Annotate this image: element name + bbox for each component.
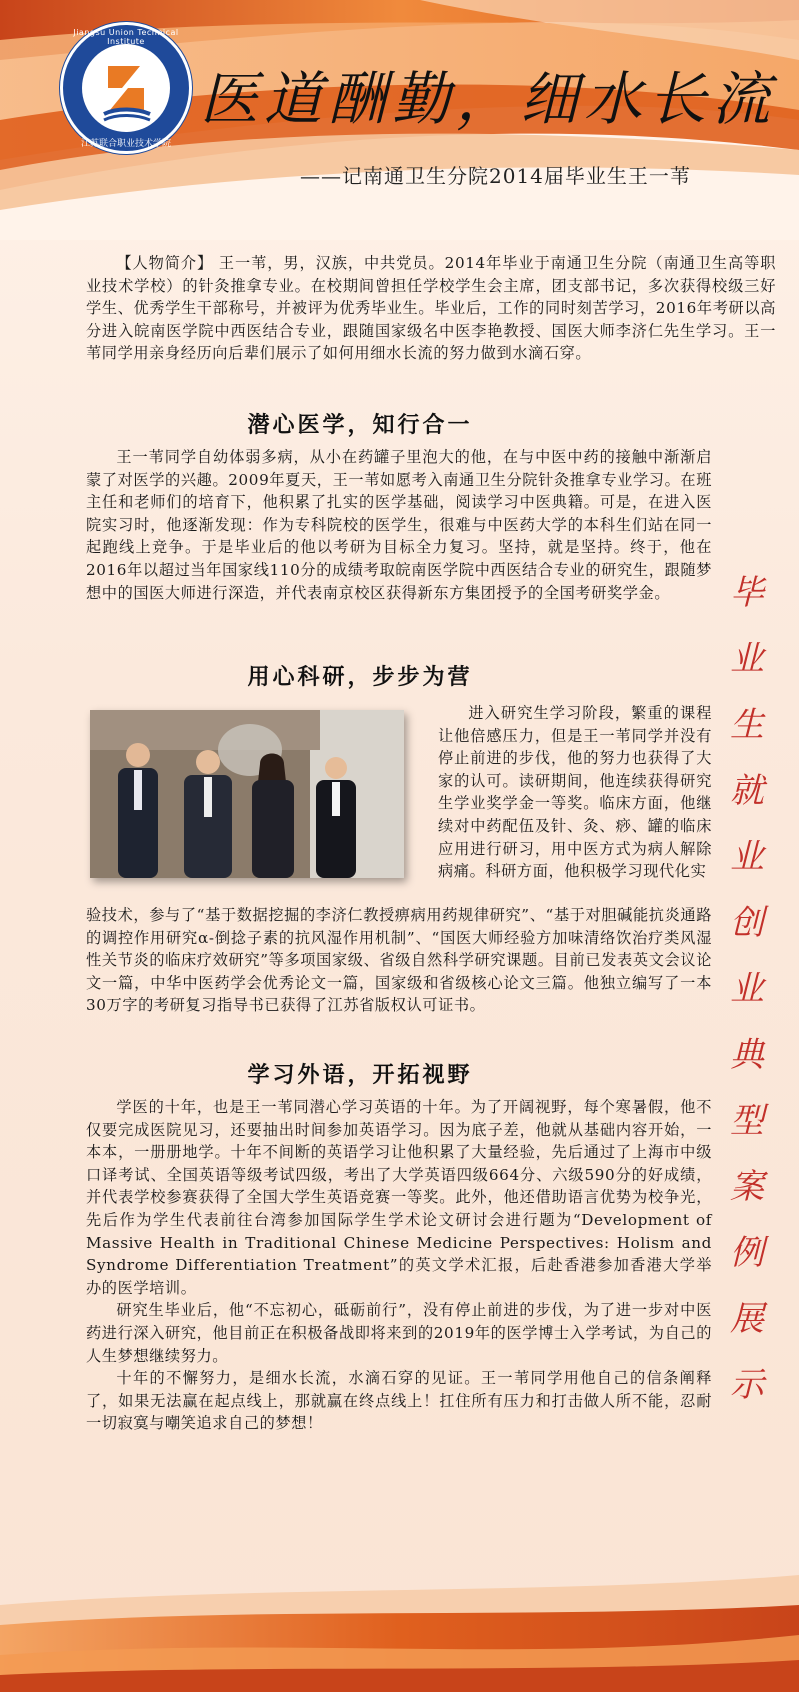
logo-text-cn: 江苏联合职业技术学院 [80, 139, 171, 149]
section-heading-1: 潜心医学，知行合一 [247, 413, 473, 438]
banner-char: 生 [730, 705, 764, 745]
banner-char: 展 [730, 1299, 764, 1339]
section-2-text-b: 验技术，参与了“基于数据挖掘的李济仁教授痹病用药规律研究”、“基于对胆碱能抗炎通路的调控作用研究α-倒捻子素的抗风湿作用机制”、“国医大师经验方加味清络饮治疗类风湿性关节炎的临床疗效研究”等多项国家级、省级自然科学研究课题。目前已发表英文会议论文一篇，中华中医药学会优秀论文一篇，国家级和省级核心论文三篇。他独立编写了一本30万字的考研复习指导书已获得了江苏省版权认可证书。 [86, 906, 712, 1015]
group-photo [90, 710, 404, 878]
section-3-paragraph-3: 十年的不懈努力，是细水长流，水滴石穿的见证。王一苇同学用他自己的信条阐释了，如果无法赢在起点线上，那就赢在终点线上！扛住所有压力和打击做人所不能，忍耐一切寂寞与嘲笑追求自己的梦想！ [86, 1369, 712, 1433]
institute-logo [60, 22, 192, 154]
banner-char: 型 [730, 1101, 764, 1141]
banner-char: 示 [730, 1365, 764, 1405]
footer-banner [0, 1575, 799, 1692]
banner-char: 业 [730, 837, 764, 877]
banner-char: 案 [730, 1167, 764, 1207]
banner-char: 例 [730, 1233, 764, 1273]
section-heading-3: 学习外语，开拓视野 [247, 1063, 473, 1088]
section-3-text [86, 1096, 712, 1435]
logo-text-en: Jiangsu Union Technical Institute [73, 28, 179, 46]
poster-title: 医道酬勤，细水长流 [200, 65, 777, 133]
section-3-paragraph-2: 研究生毕业后，他“不忘初心，砥砺前行”，没有停止前进的步伐，为了进一步对中医药进行深入研究，他目前正在积极备战即将来到的2019年的医学博士入学考试，为自己的人生梦想继续努力。 [86, 1301, 712, 1365]
section-2-text-a: 进入研究生学习阶段，繁重的课程让他倍感压力，但是王一苇同学并没有停止前进的步伐，他的努力也获得了大家的认可。读研期间，他连续获得研究生学业奖学金一等奖。临床方面，他继续对中药配伍及针、灸、痧、罐的临床应用进行研习，用中医方式为病人解除病痛。科研方面，他积极学习现代化实 [438, 704, 712, 881]
section-1-text: 王一苇同学自幼体弱多病，从小在药罐子里泡大的他，在与中医中药的接触中渐渐启蒙了对医学的兴趣。2009年夏天，王一苇如愿考入南通卫生分院针灸推拿专业学习。在班主任和老师们的培育下，他积累了扎实的医学基础，阅读学习中医典籍。可是，在进入医院实习时，他逐渐发现：作为专科院校的医学生，很难与中医药大学的本科生们站在同一起跑线上竞争。于是毕业后的他以考研为目标全力复习。坚持，就是坚持。终于，他在2016年以超过当年国家线110分的成绩考取皖南医学院中西医结合专业的研究生，跟随梦想中的国医大师进行深造，并代表南京校区获得新东方集团授予的全国考研奖学金。 [86, 448, 712, 602]
vertical-banner [722, 560, 772, 1418]
section-heading-2: 用心科研，步步为营 [247, 665, 473, 690]
poster-subtitle: ——记南通卫生分院2014届毕业生王一苇 [300, 164, 691, 188]
profile-intro: 【人物简介】 王一苇，男，汉族，中共党员。2014年毕业于南通卫生分院（南通卫生高等职业技术学校）的针灸推拿专业。在校期间曾担任学校学生会主席，团支部书记，多次获得校级三好学生、优秀学生干部称号，并被评为优秀毕业生。毕业后，工作的同时刻苦学习，2016年考研以高分进入皖南医学院中西医结合专业，跟随国家级名中医李艳教授、国医大师李济仁先生学习。王一苇同学用亲身经历向后辈们展示了如何用细水长流的努力做到水滴石穿。 [86, 254, 776, 363]
footer-swoosh-graphic [0, 1575, 799, 1692]
header-banner [0, 0, 799, 240]
banner-char: 就 [730, 771, 764, 811]
banner-char: 创 [730, 903, 764, 943]
banner-char: 业 [730, 639, 764, 679]
banner-char: 典 [730, 1035, 764, 1075]
banner-char: 毕 [730, 573, 764, 613]
banner-char: 业 [730, 969, 764, 1009]
group-photo-illustration [90, 710, 404, 878]
section-3-paragraph-1: 学医的十年，也是王一苇同潜心学习英语的十年。为了开阔视野，每个寒暑假，他不仅要完成医院见习，还要抽出时间参加英语学习。因为底子差，他就从基础内容开始，一本本，一册册地学。十年不间断的英语学习让他积累了大量经验，先后通过了上海市中级口译考试、全国英语等级考试四级，考出了大学英语四级664分、六级590分的好成绩，并代表学校参赛获得了全国大学生英语竞赛一等奖。此外，他还借助语言优势为校争光，先后作为学生代表前往台湾参加国际学生学术论文研讨会进行题为“Development of Massive Health in Traditional Chinese Medicine Perspectives: Holism and Syndrome Differentiation Treatment”的英文学术汇报，后赴香港参加香港大学举办的医学培训。 [86, 1098, 712, 1297]
